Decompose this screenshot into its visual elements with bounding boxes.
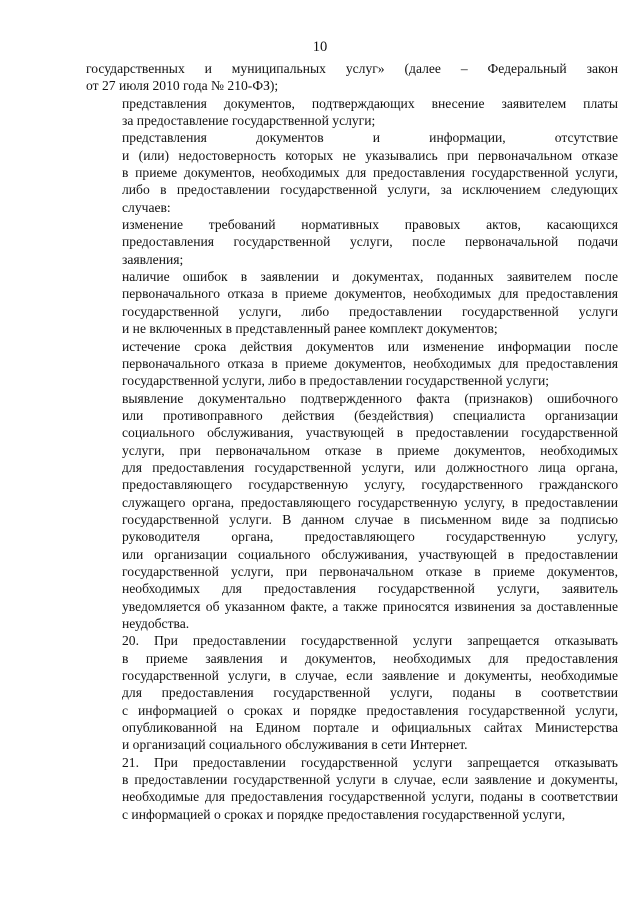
text-line: для предоставления государственной услуги, или должностного лица органа,	[122, 459, 618, 475]
text-line: и (или) недостоверность которых не указывались при первоначальном отказе	[122, 147, 618, 163]
text-line: 21. При предоставлении государственной услуги запрещается отказывать	[122, 754, 618, 770]
text-line: руководителя органа, предоставляющего государственную услугу,	[122, 529, 618, 545]
paragraph	[86, 60, 618, 95]
text-line: от 27 июля 2010 года № 210-ФЗ);	[86, 78, 279, 94]
paragraph	[86, 268, 618, 337]
document-body	[86, 60, 618, 823]
text-line: за предоставление государственной услуги;	[122, 113, 376, 129]
text-line: государственной услуги. В данном случае в письменном виде за подписью	[122, 511, 618, 527]
text-line: предоставления государственной услуги, после первоначальной подачи	[122, 234, 618, 250]
paragraph	[86, 338, 618, 390]
text-line: или противоправного действия (бездействия) специалиста организации	[122, 407, 618, 423]
text-line: изменение требований нормативных правовых актов, касающихся	[122, 217, 618, 233]
text-line: первоначального отказа в приеме документов, необходимых для предоставления	[122, 286, 618, 302]
paragraph	[86, 95, 618, 130]
text-line: случаев:	[122, 199, 171, 215]
text-line: опубликованной на Едином портале и официальных сайтах Министерства	[122, 720, 618, 736]
text-line: представления документов, подтверждающих внесение заявителем платы	[122, 95, 618, 111]
text-line: с информацией о сроках и порядке предоставления государственной услуги,	[122, 702, 618, 718]
text-line: заявления;	[122, 251, 184, 267]
text-line: государственных и муниципальных услуг» (далее – Федеральный закон	[86, 61, 618, 76]
text-line: наличие ошибок в заявлении и документах, поданных заявителем после	[122, 269, 618, 285]
text-line: первоначального отказа в приеме документов, необходимых для предоставления	[122, 355, 618, 371]
text-line: 20. При предоставлении государственной услуги запрещается отказывать	[122, 633, 618, 649]
text-line: представления документов и информации, отсутствие	[122, 130, 618, 146]
text-line: в предоставлении государственной услуги в случае, если заявление и документы,	[122, 772, 618, 788]
text-line: выявление документально подтвержденного факта (признаков) ошибочного	[122, 390, 618, 406]
paragraph	[86, 390, 618, 633]
text-line: предоставляющего государственную услугу, государственного гражданского	[122, 477, 618, 493]
text-line: истечение срока действия документов или изменение информации после	[122, 338, 618, 354]
text-line: либо в предоставлении государственной услуги, за исключением следующих	[122, 182, 618, 198]
text-line: государственной услуги, в случае, если заявление и документы, необходимые	[122, 668, 618, 684]
text-line: необходимые для предоставления государственной услуги, поданы в соответствии	[122, 789, 618, 805]
page-number: 10	[312, 39, 328, 55]
text-line: или организации социального обслуживания, участвующей в предоставлении	[122, 546, 618, 562]
text-line: в приеме заявления и документов, необходимых для предоставления	[122, 650, 618, 666]
text-line: в приеме документов, необходимых для предоставления государственной услуги,	[122, 165, 618, 181]
paragraph	[86, 216, 618, 268]
text-line: уведомляется об указанном факте, а также приносятся извинения за доставленные	[122, 598, 618, 614]
paragraph	[86, 754, 618, 823]
text-line: государственной услуги, либо в предоставлении государственной услуги;	[122, 373, 550, 389]
paragraph	[86, 632, 618, 753]
text-line: необходимых для предоставления государственной услуги, заявитель	[122, 581, 618, 597]
text-line: и организаций социального обслуживания в сети Интернет.	[122, 737, 468, 753]
text-line: государственной услуги, при первоначальном отказе в приеме документов,	[122, 563, 618, 579]
text-line: и не включенных в представленный ранее комплект документов;	[122, 321, 498, 337]
text-line: с информацией о сроках и порядке предоставления государственной услуги,	[122, 806, 566, 822]
text-line: неудобства.	[122, 616, 190, 631]
paragraph	[86, 129, 618, 216]
text-line: услуги, при первоначальном отказе в приеме документов, необходимых	[122, 442, 618, 458]
text-line: государственной услуги, либо предоставлении государственной услуги	[122, 303, 618, 319]
text-line: для предоставления государственной услуги, поданы в соответствии	[122, 685, 618, 701]
text-line: служащего органа, предоставляющего государственную услугу, в предоставлении	[122, 494, 618, 510]
text-line: социального обслуживания, участвующей в предоставлении государственной	[122, 425, 618, 441]
